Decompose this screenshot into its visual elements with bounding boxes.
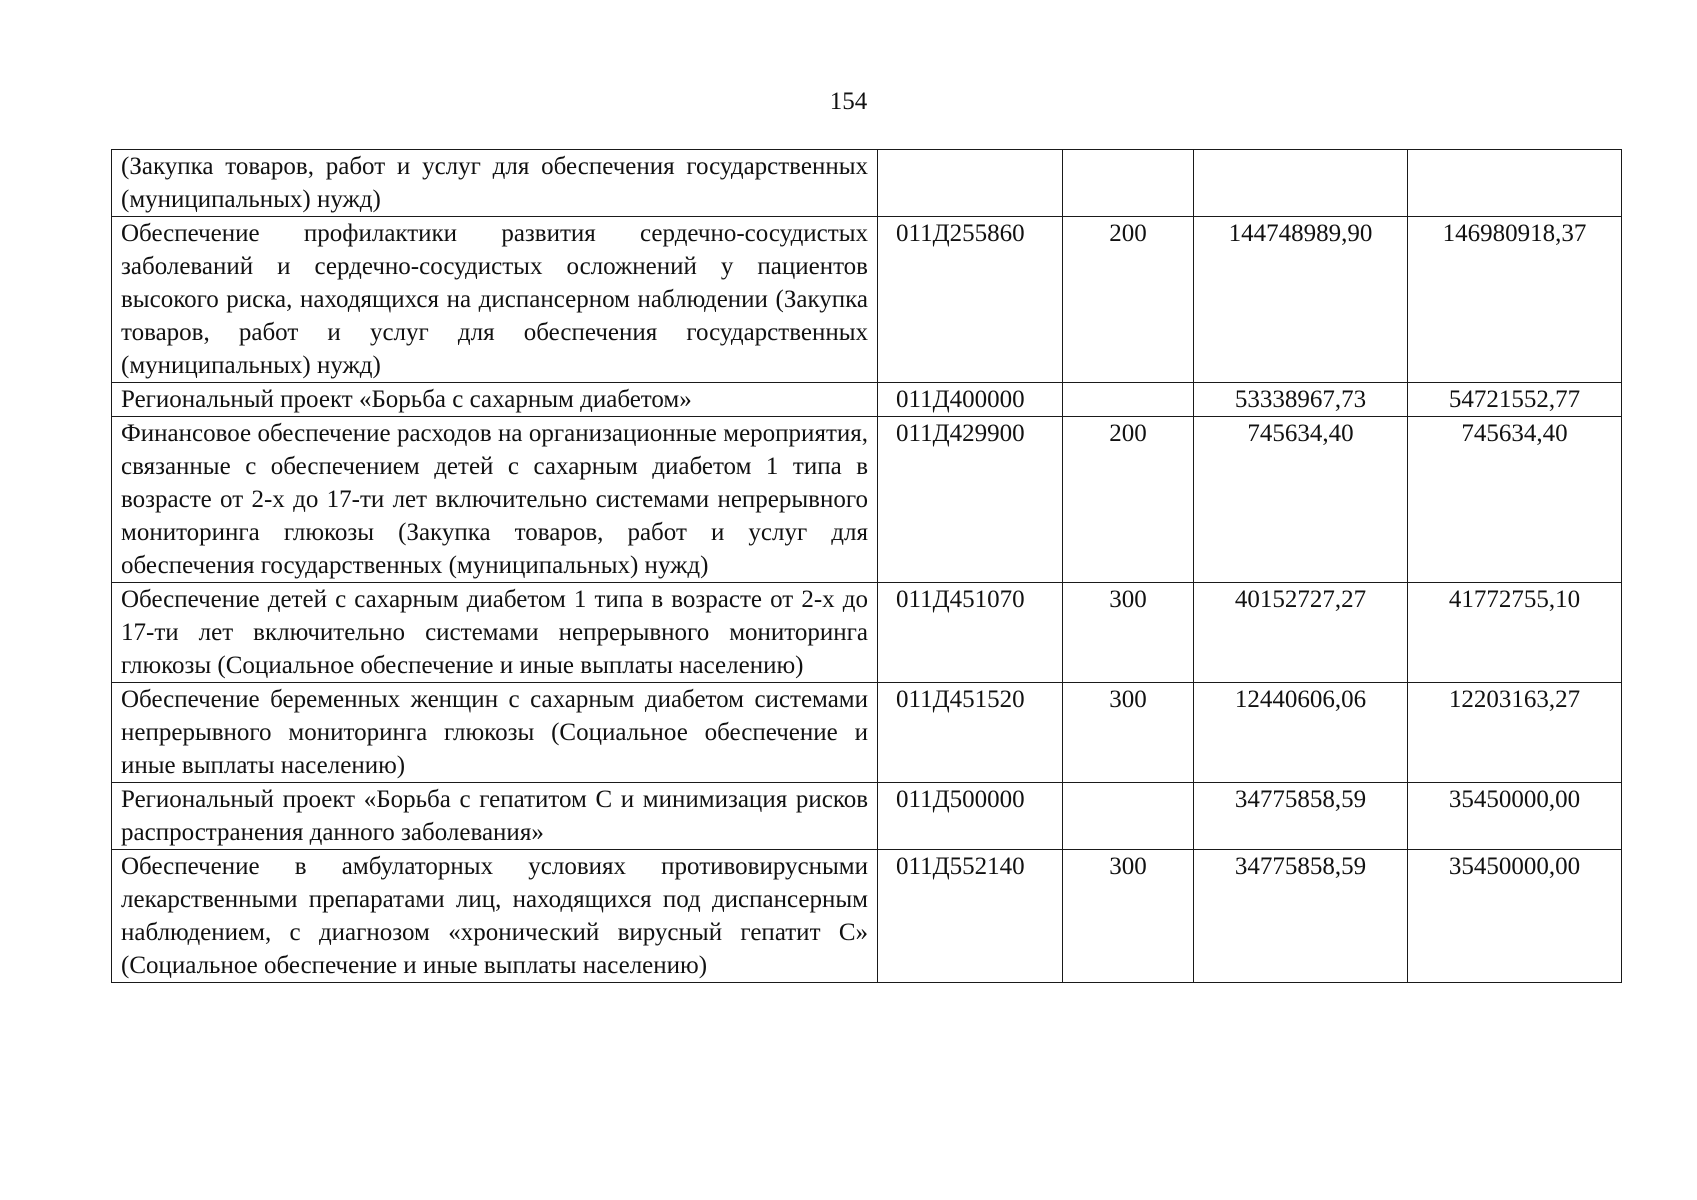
table-body	[112, 150, 1622, 983]
row-sum2-cell: 54721552,77	[1408, 383, 1622, 417]
row-sum1-cell: 34775858,59	[1194, 783, 1408, 850]
row-sum1-cell: 12440606,06	[1194, 683, 1408, 783]
table-row	[112, 683, 1622, 783]
row-type-cell	[1063, 150, 1194, 217]
row-sum2-cell	[1408, 150, 1622, 217]
table-row	[112, 783, 1622, 850]
row-sum2-cell: 35450000,00	[1408, 850, 1622, 983]
row-code-cell: 011Д255860	[878, 217, 1063, 383]
row-sum2-cell: 41772755,10	[1408, 583, 1622, 683]
table-row	[112, 217, 1622, 383]
row-code-cell: 011Д552140	[878, 850, 1063, 983]
row-name-cell: Региональный проект «Борьба с гепатитом С и минимизация рисков распространения данного заболевания»	[112, 783, 878, 850]
row-type-cell: 300	[1063, 850, 1194, 983]
table-row	[112, 150, 1622, 217]
row-code-cell: 011Д400000	[878, 383, 1063, 417]
row-code-cell: 011Д429900	[878, 417, 1063, 583]
row-name-cell: Обеспечение профилактики развития сердечно-сосудистых заболеваний и сердечно-сосудистых осложнений у пациентов высокого риска, находящихся на диспансерном наблюдении (Закупка товаров, работ и услуг для обеспечения государственных (муниципальных) нужд)	[112, 217, 878, 383]
row-sum1-cell: 745634,40	[1194, 417, 1408, 583]
row-code-cell: 011Д500000	[878, 783, 1063, 850]
row-name-cell: (Закупка товаров, работ и услуг для обеспечения государственных (муниципальных) нужд)	[112, 150, 878, 217]
table-row	[112, 583, 1622, 683]
row-sum1-cell: 144748989,90	[1194, 217, 1408, 383]
row-sum2-cell: 745634,40	[1408, 417, 1622, 583]
row-code-cell	[878, 150, 1063, 217]
row-name-cell: Обеспечение беременных женщин с сахарным диабетом системами непрерывного мониторинга глюкозы (Социальное обеспечение и иные выплаты населению)	[112, 683, 878, 783]
row-type-cell: 300	[1063, 683, 1194, 783]
row-sum1-cell	[1194, 150, 1408, 217]
budget-table	[111, 149, 1622, 983]
row-sum1-cell: 53338967,73	[1194, 383, 1408, 417]
row-sum1-cell: 34775858,59	[1194, 850, 1408, 983]
row-sum2-cell: 35450000,00	[1408, 783, 1622, 850]
row-type-cell	[1063, 383, 1194, 417]
row-sum2-cell: 12203163,27	[1408, 683, 1622, 783]
row-name-cell: Финансовое обеспечение расходов на организационные мероприятия, связанные с обеспечением детей с сахарным диабетом 1 типа в возрасте от 2-х до 17-ти лет включительно системами непрерывного мониторинга глюкозы (Закупка товаров, работ и услуг для обеспечения государственных (муниципальных) нужд)	[112, 417, 878, 583]
row-code-cell: 011Д451070	[878, 583, 1063, 683]
row-sum1-cell: 40152727,27	[1194, 583, 1408, 683]
row-name-cell: Региональный проект «Борьба с сахарным диабетом»	[112, 383, 878, 417]
page-number: 154	[829, 88, 868, 115]
table-row	[112, 383, 1622, 417]
row-name-cell: Обеспечение детей с сахарным диабетом 1 типа в возрасте от 2-х до 17-ти лет включительно системами непрерывного мониторинга глюкозы (Социальное обеспечение и иные выплаты населению)	[112, 583, 878, 683]
table-row	[112, 850, 1622, 983]
row-type-cell: 200	[1063, 217, 1194, 383]
table-row	[112, 417, 1622, 583]
row-name-cell: Обеспечение в амбулаторных условиях противовирусными лекарственными препаратами лиц, находящихся под диспансерным наблюдением, с диагнозом «хронический вирусный гепатит С» (Социальное обеспечение и иные выплаты населению)	[112, 850, 878, 983]
row-type-cell: 200	[1063, 417, 1194, 583]
row-type-cell: 300	[1063, 583, 1194, 683]
row-code-cell: 011Д451520	[878, 683, 1063, 783]
row-type-cell	[1063, 783, 1194, 850]
row-sum2-cell: 146980918,37	[1408, 217, 1622, 383]
